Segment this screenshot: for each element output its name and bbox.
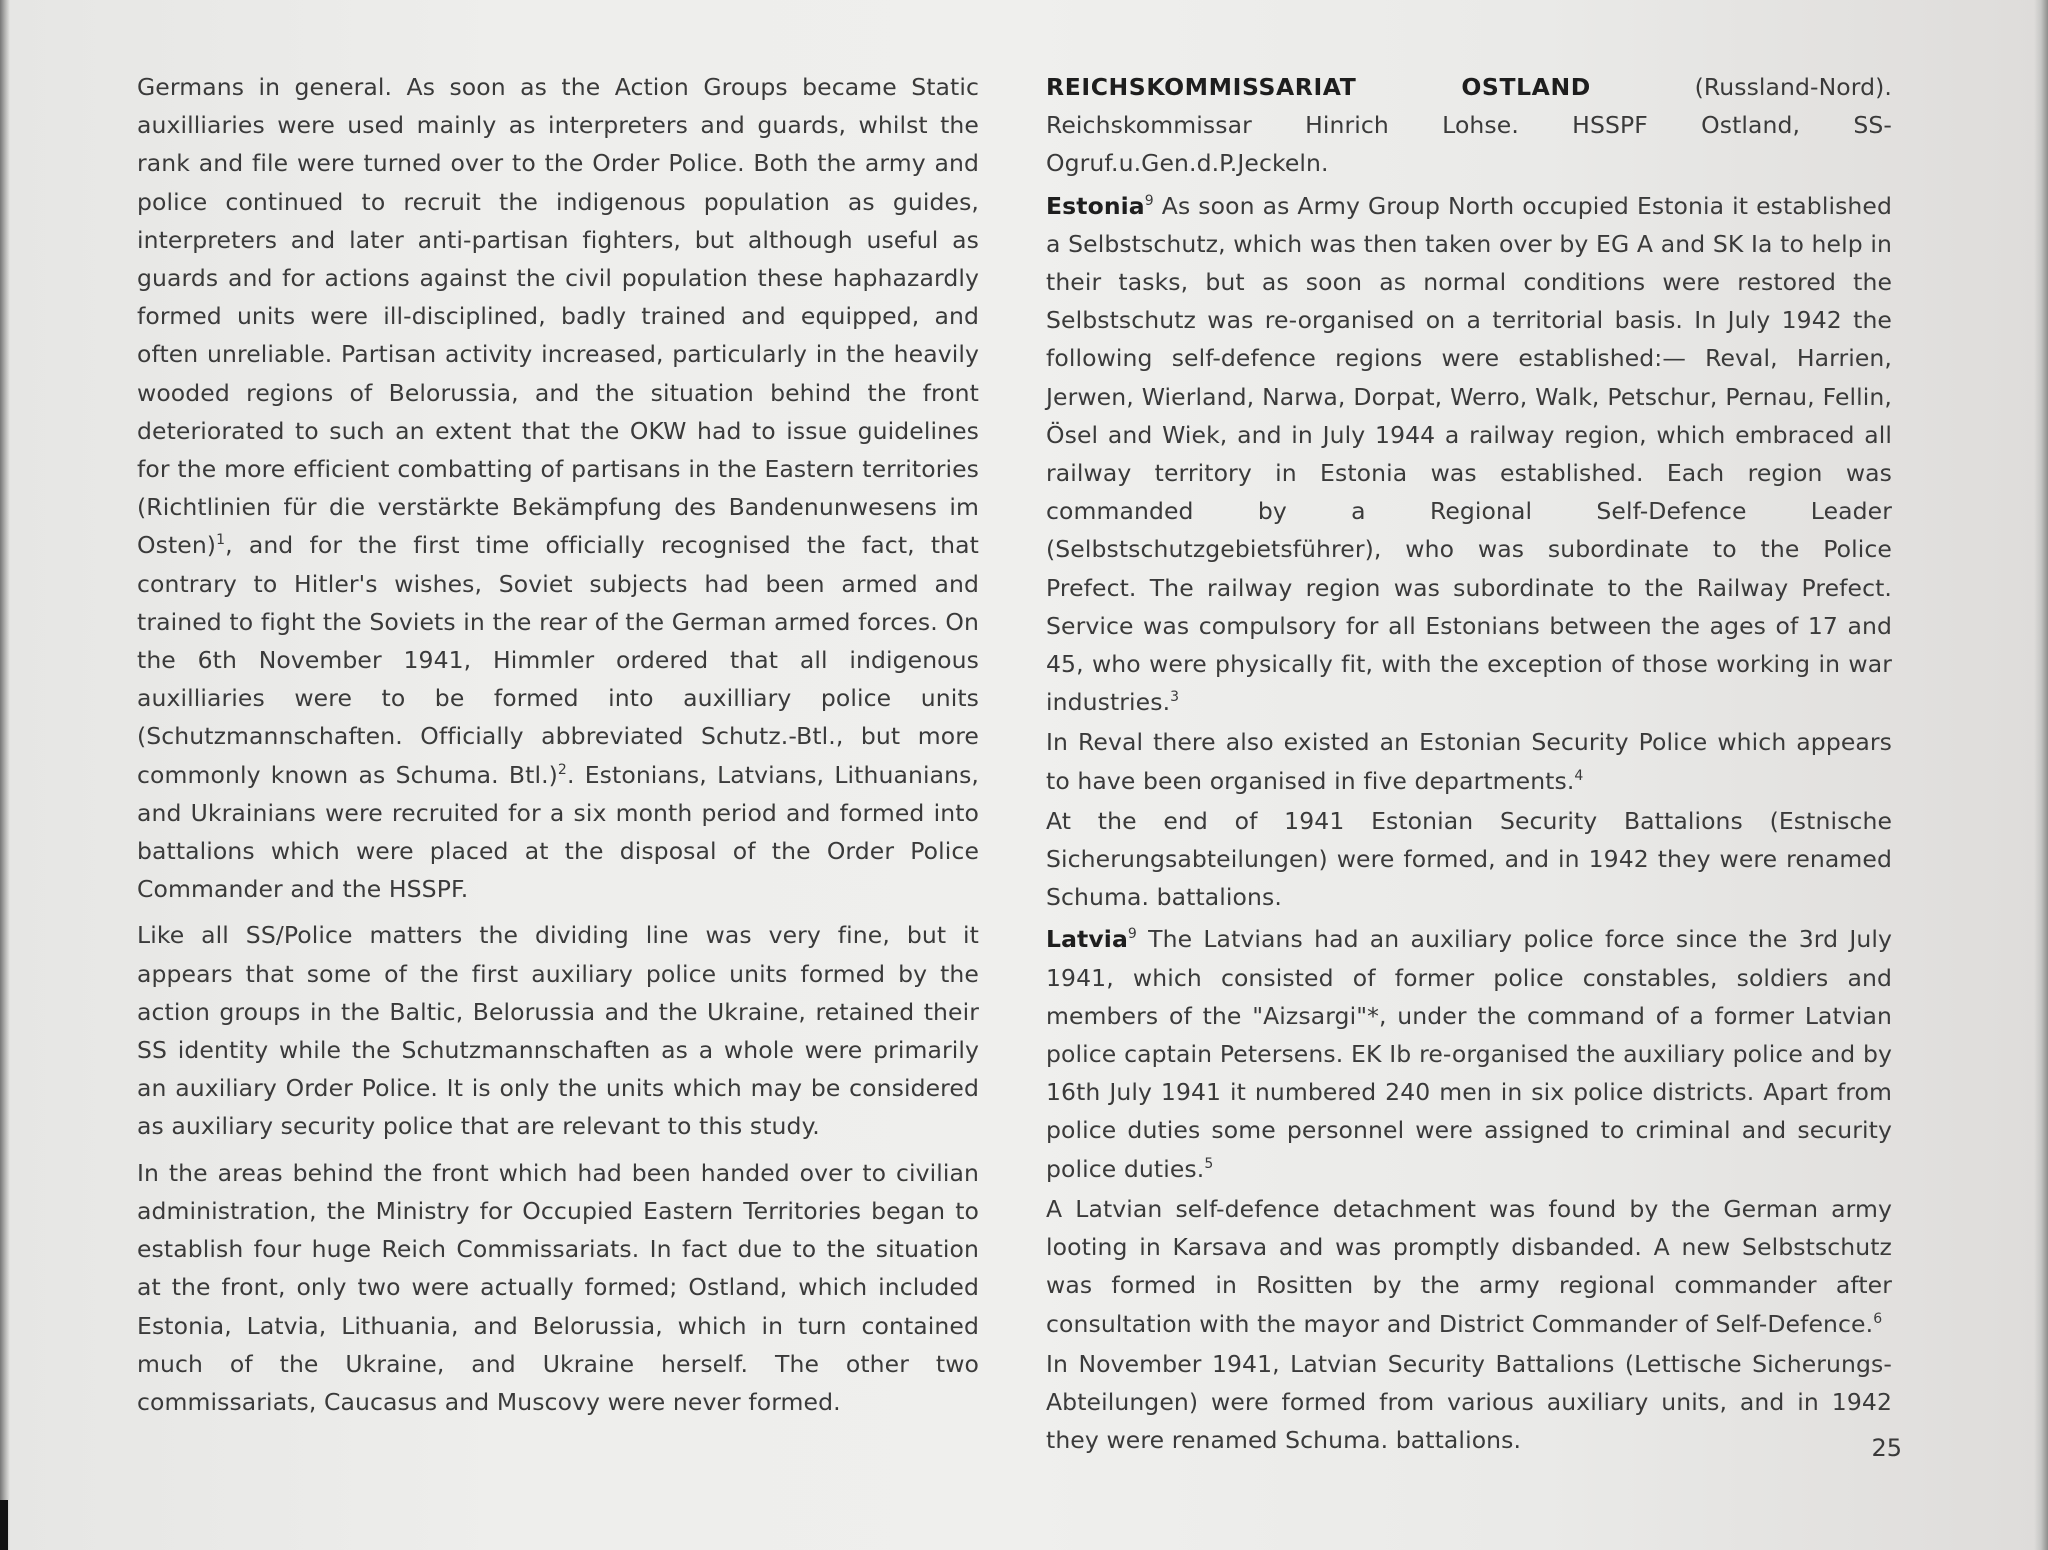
footnote-marker: 5 xyxy=(1204,1155,1214,1172)
section-heading: REICHSKOMMISSARIAT OSTLAND xyxy=(1046,73,1591,101)
right-page-edge xyxy=(2034,0,2048,1550)
footnote-marker: 1 xyxy=(216,532,226,549)
estonia-paragraph-1: Estonia$^9$ As soon as Army Group North occupied Estonia it established a Selbstschutz, which was then taken over by EG A and SK Ia to help in their tasks, but as soon as normal conditions were restored the Selbstschutz was re-organised on a territorial basis. In July 1942 the following self-defence regions were established:— Reval, Harrien, Jerwen, Wierland, Narwa, Dorpat, Werro, Walk, Petschur, Pernau, Fellin, Ösel and Wiek, and in July 1944 a railway region, which embraced all railway territory in Estonia was established. Each region was commanded by a Regional Self-Defence Leader (Selbstschutzgebietsführer), who was subordinate to the Police Prefect. The railway region was subordinate to the Railway Prefect. Service was compulsory for all Estonians between the ages of 17 and 45, who were physically fit, with the exception of those working in war industries.$^3$ xyxy=(1046,191,1892,717)
footnote-marker: 9 xyxy=(1127,926,1137,943)
estonia-subheading: Estonia xyxy=(1046,191,1145,220)
left-paragraph-3: In the areas behind the front which had been handed over to civilian administration, the Ministry for Occupied Eastern Territories began to establish four huge Reich Commissariats. In fact due to the situation at the front, only two were actually formed; Ostland, which included Estonia, Latvia, Lithuania, and Belorussia, which in turn contained much of the Ukraine, and Ukraine herself. The other two commissariats, Caucasus and Muscovy were never formed. xyxy=(137,1158,979,1416)
page-number: 25 xyxy=(1871,1434,1902,1462)
section-heading-paragraph: REICHSKOMMISSARIAT OSTLAND (Russland-Nord). Reichskommissar Hinrich Lohse. HSSPF Ostland, SS-Ogruf.u.Gen.d.P.Jeckeln. xyxy=(1046,73,1892,178)
latvia-paragraph-1: Latvia$^9$ The Latvians had an auxiliary police force since the 3rd July 1941, which consisted of former police constables, soldiers and members of the "Aizsargi"*, under the command of a former Latvian police captain Petersens. EK Ib re-organised the auxiliary police and by 16th July 1941 it numbered 240 men in six police districts. Apart from police duties some personnel were assigned to criminal and security police duties.$^5$ xyxy=(1046,925,1892,1183)
left-text-column xyxy=(137,68,979,1429)
right-text-column xyxy=(1046,68,1892,1461)
footnote-marker: 9 xyxy=(1144,192,1154,209)
latvia-paragraph-3: In November 1941, Latvian Security Battalions (Lettische Sicherungs-Abteilungen) were formed from various auxiliary units, and in 1942 they were renamed Schuma. battalions. xyxy=(1046,1349,1892,1455)
left-edge-shadow xyxy=(0,1500,8,1550)
left-paragraph-2: Like all SS/Police matters the dividing line was very fine, but it appears that some of the first auxiliary police units formed by the action groups in the Baltic, Belorussia and the Ukraine, retained their SS identity while the Schutzmannschaften as a whole were primarily an auxiliary Order Police. It is only the units which may be considered as auxiliary security police that are relevant to this study. xyxy=(137,921,979,1141)
left-page-edge xyxy=(0,0,10,1550)
footnote-marker: 6 xyxy=(1873,1310,1883,1327)
estonia-paragraph-3: At the end of 1941 Estonian Security Battalions (Estnische Sicherungsabteilungen) were formed, and in 1942 they were renamed Schuma. battalions. xyxy=(1046,806,1892,912)
latvia-paragraph-2: A Latvian self-defence detachment was found by the German army looting in Karsava and was promptly disbanded. A new Selbstschutz was formed in Rositten by the army regional commander after consultation with the mayor and District Commander of Self-Defence.$^6$ xyxy=(1046,1194,1892,1338)
footnote-marker: 4 xyxy=(1574,767,1584,784)
latvia-subheading: Latvia xyxy=(1046,925,1128,954)
left-paragraph-1: Germans in general. As soon as the Action Groups became Static auxilliaries were used mainly as interpreters and guards, whilst the rank and file were turned over to the Order Police. Both the army and police continued to recruit the indigenous population as guides, interpreters and later anti-partisan fighters, but although useful as guards and for actions against the civil population these haphazardly formed units were ill-disciplined, badly trained and equipped, and often unreliable. Partisan activity increased, particularly in the heavily wooded regions of Belorussia, and the situation behind the front deteriorated to such an extent that the OKW had to issue guidelines for the more efficient combatting of partisans in the Eastern territories (Richtlinien für die verstärkte Bekämpfung des Bandenunwesens im Osten)$^1$, and for the first time officially recognised the fact, that contrary to Hitler's wishes, Soviet subjects had been armed and trained to fight the Soviets in the rear of the German armed forces. On the 6th November 1941, Himmler ordered that all indigenous auxilliaries were to be formed into auxilliary police units (Schutzmannschaften. Officially abbreviated Schutz.-Btl., but more commonly known as Schuma. Btl.)$^2$. Estonians, Latvians, Lithuanians, and Ukrainians were recruited for a six month period and formed into battalions which were placed at the disposal of the Order Police Commander and the HSSPF. xyxy=(137,73,979,904)
footnote-marker: 3 xyxy=(1170,689,1180,706)
footnote-marker: 2 xyxy=(557,761,567,778)
estonia-paragraph-2: In Reval there also existed an Estonian Security Police which appears to have been organised in five departments.$^4$ xyxy=(1046,728,1892,795)
